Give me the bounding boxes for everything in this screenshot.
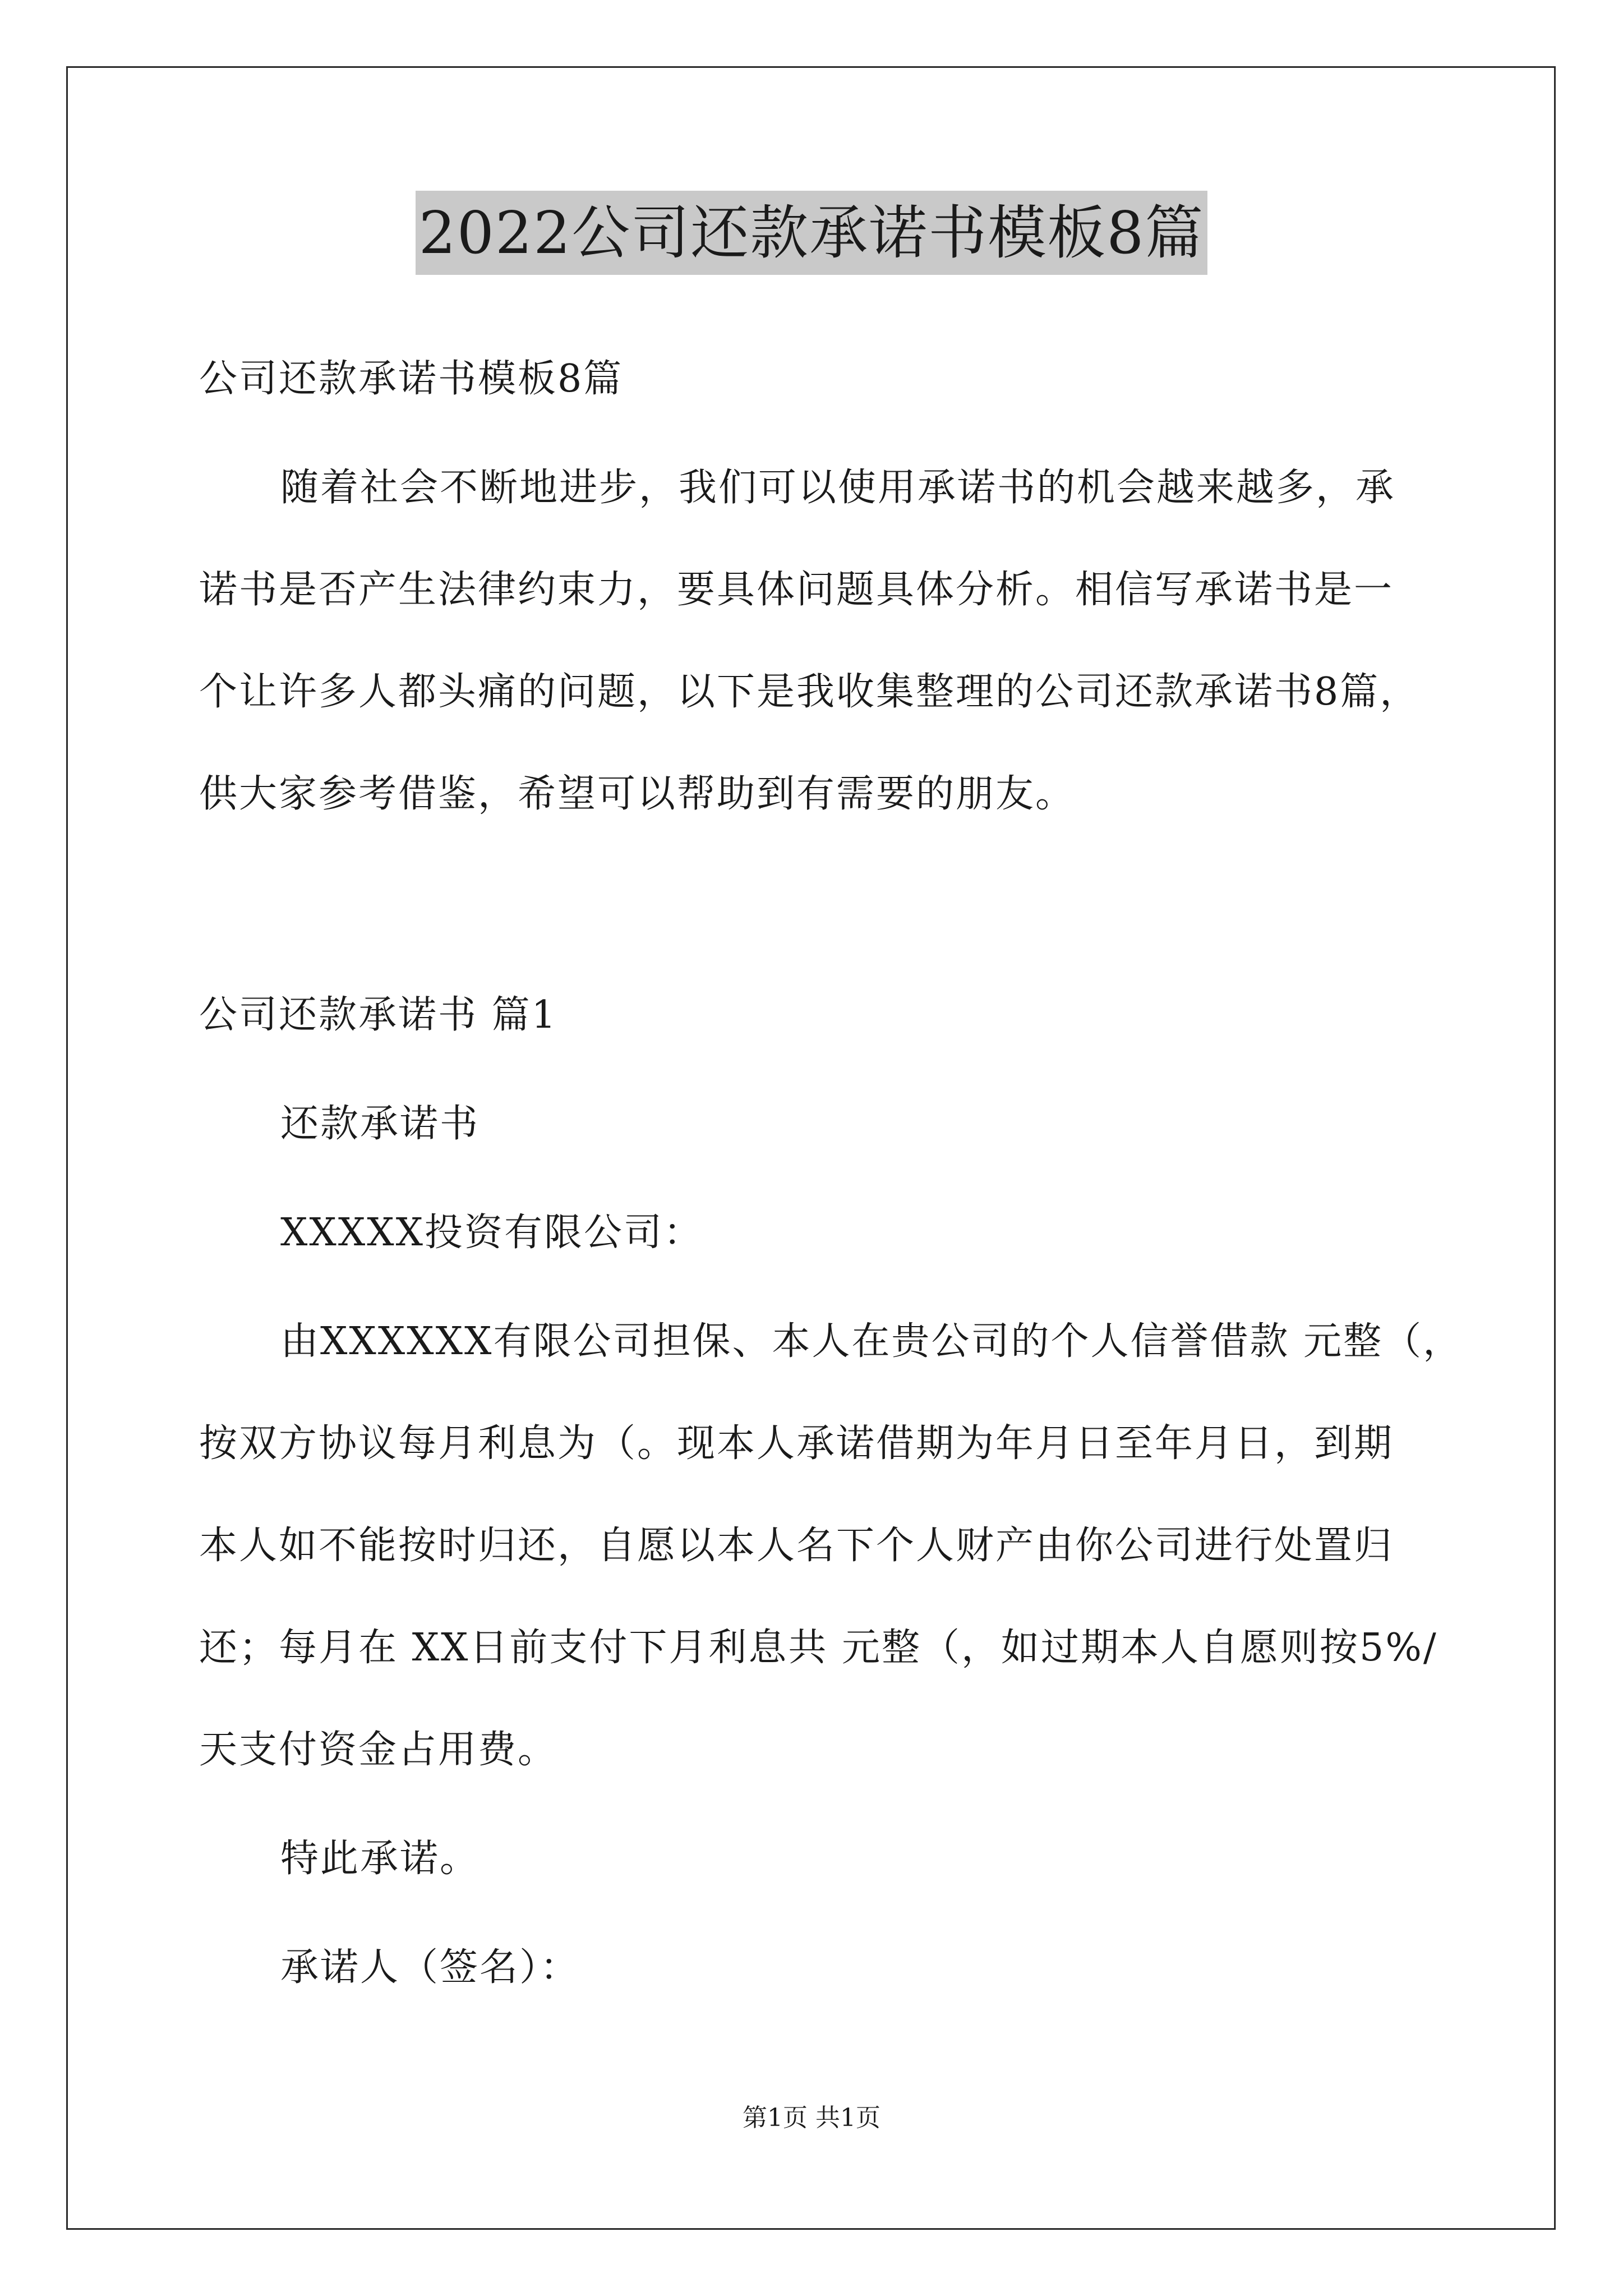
closing-statement: 特此承诺。	[280, 1837, 480, 1881]
intro-line-2: 诺书是否产生法律约束力，要具体问题具体分析。相信写承诺书是一	[199, 568, 1394, 612]
signature-line: 承诺人（签名）：	[280, 1945, 580, 1990]
subtitle: 公司还款承诺书模板8篇	[199, 357, 624, 401]
intro-line-4: 供大家参考借鉴，希望可以帮助到有需要的朋友。	[199, 772, 1076, 816]
body-line-1: 由XXXXXX有限公司担保、本人在贵公司的个人信誉借款 元整（，	[280, 1319, 1463, 1364]
intro-line-1: 随着社会不断地进步，我们可以使用承诺书的机会越来越多，承	[280, 466, 1396, 510]
title-container	[0, 191, 1623, 275]
body-line-5: 天支付资金占用费。	[199, 1728, 558, 1772]
letter-title: 还款承诺书	[280, 1102, 480, 1146]
body-line-3: 本人如不能按时归还，自愿以本人名下个人财产由你公司进行处置归	[199, 1524, 1394, 1568]
page-footer: 第1页 共1页	[743, 2104, 880, 2132]
section-heading: 公司还款承诺书 篇1	[199, 993, 557, 1037]
intro-line-3: 个让许多人都头痛的问题，以下是我收集整理的公司还款承诺书8篇，	[199, 670, 1420, 714]
addressee: XXXXX投资有限公司：	[280, 1211, 704, 1255]
body-line-4: 还；每月在 XX日前支付下月利息共 元整（，如过期本人自愿则按5%/	[199, 1626, 1438, 1670]
body-line-2: 按双方协议每月利息为（。现本人承诺借期为年月日至年月日，到期	[199, 1421, 1394, 1466]
document-title: 2022公司还款承诺书模板8篇	[416, 191, 1208, 275]
